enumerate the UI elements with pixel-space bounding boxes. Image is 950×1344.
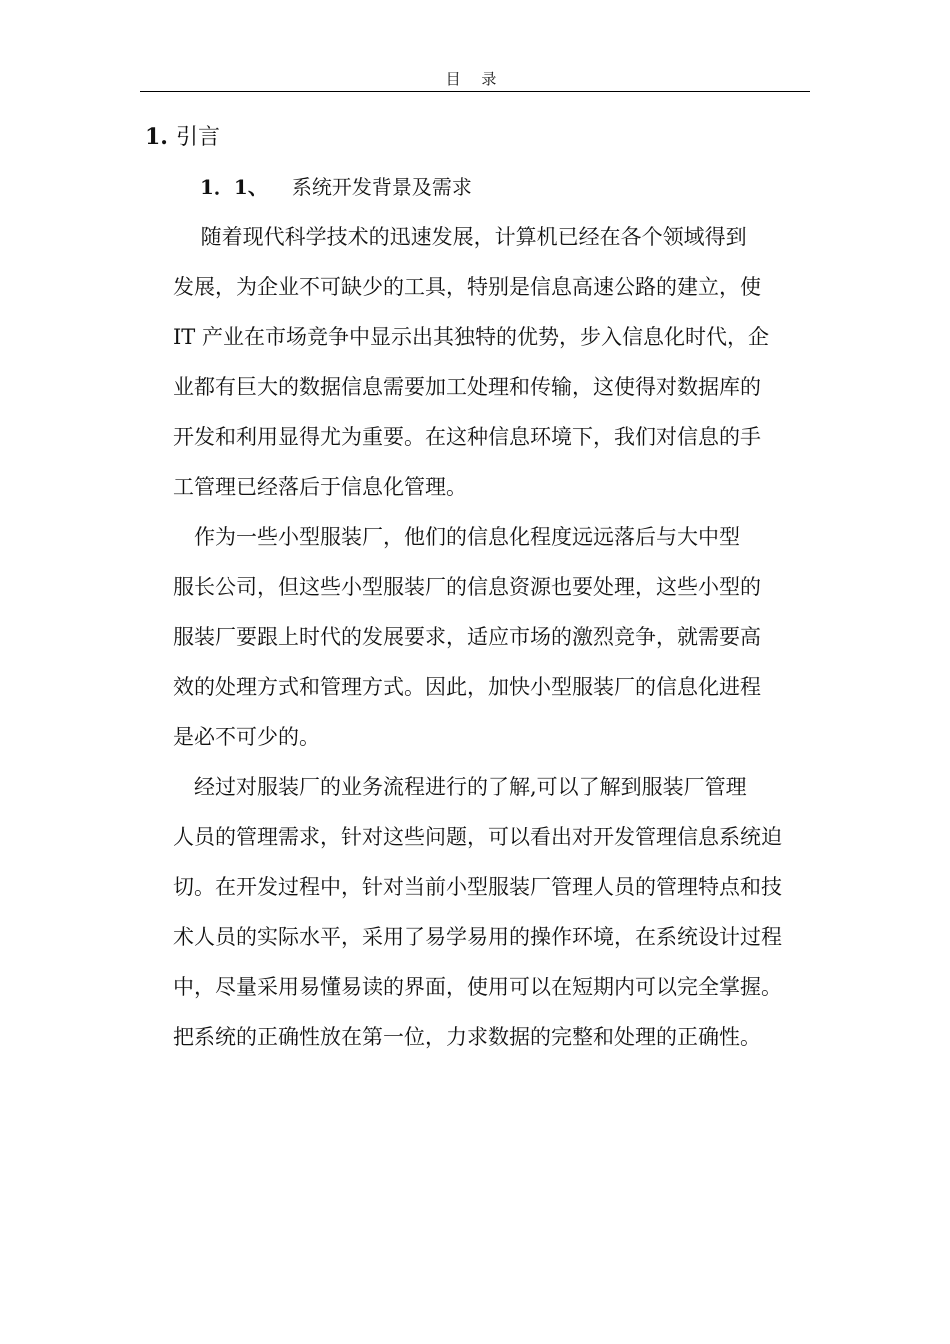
paragraph-small-factories [173, 512, 813, 762]
paragraph-line: 服装厂要跟上时代的发展要求，适应市场的激烈竞争，就需要高 [173, 625, 761, 649]
paragraph-line: 服长公司，但这些小型服装厂的信息资源也要处理，这些小型的 [173, 575, 761, 599]
paragraph-line: 发展，为企业不可缺少的工具，特别是信息高速公路的建立，使 [173, 275, 761, 299]
section-title: 引言 [175, 125, 220, 150]
section-heading [145, 122, 220, 153]
paragraph-line: 术人员的实际水平，采用了易学易用的操作环境，在系统设计过程 [173, 925, 782, 949]
subsection-heading [200, 172, 472, 202]
section-number: 1. [145, 124, 168, 150]
paragraph-line: 随着现代科学技术的迅速发展，计算机已经在各个领域得到 [173, 225, 747, 249]
paragraph-line: 作为一些小型服装厂，他们的信息化程度远远落后与大中型 [173, 525, 740, 549]
paragraph-line: 业都有巨大的数据信息需要加工处理和传输，这使得对数据库的 [173, 375, 761, 399]
paragraph-requirements [173, 762, 813, 1062]
paragraph-line: 开发和利用显得尤为重要。在这种信息环境下，我们对信息的手 [173, 425, 761, 449]
paragraph-line: 是必不可少的。 [173, 725, 320, 749]
header-divider [140, 91, 810, 92]
paragraph-line: IT 产业在市场竞争中显示出其独特的优势，步入信息化时代，企 [173, 325, 769, 349]
paragraph-line: 工管理已经落后于信息化管理。 [173, 475, 467, 499]
paragraph-line: 中，尽量采用易懂易读的界面，使用可以在短期内可以完全掌握。 [173, 975, 782, 999]
paragraph-line: 经过对服装厂的业务流程进行的了解,可以了解到服装厂管理 [173, 775, 747, 799]
paragraph-line: 人员的管理需求，针对这些问题，可以看出对开发管理信息系统迫 [173, 825, 782, 849]
subsection-number: 1．1、 [200, 175, 268, 199]
page-header-title: 目 录 [445, 70, 505, 88]
paragraph-background [173, 212, 813, 512]
subsection-title: 系统开发背景及需求 [291, 175, 472, 199]
paragraph-line: 把系统的正确性放在第一位，力求数据的完整和处理的正确性。 [173, 1025, 761, 1049]
paragraph-line: 切。在开发过程中，针对当前小型服装厂管理人员的管理特点和技 [173, 875, 782, 899]
paragraph-line: 效的处理方式和管理方式。因此，加快小型服装厂的信息化进程 [173, 675, 761, 699]
